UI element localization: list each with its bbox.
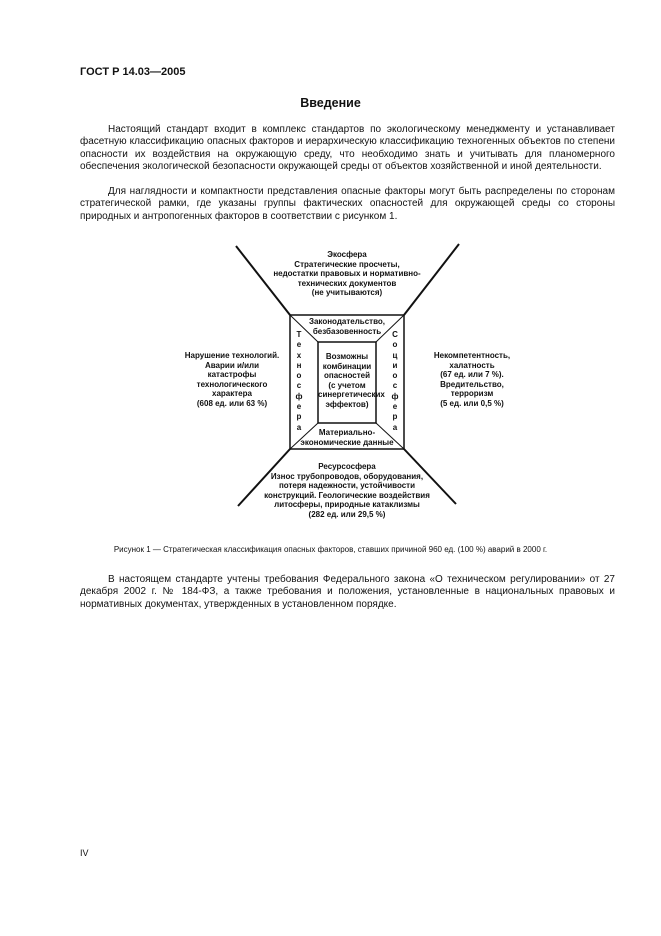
technosphere-letter: е	[296, 340, 302, 350]
center-line-4: (с учетом	[328, 380, 366, 390]
technosphere-letter: ф	[295, 391, 303, 401]
technosphere-letter: Т	[296, 330, 302, 339]
ecosphere-line-2: недостатки правовых и нормативно-	[273, 269, 421, 279]
right-line-1: Некомпетентность,	[433, 351, 511, 360]
material-line-1: Материально-	[318, 428, 376, 437]
right-line-3: (67 ед. или 7 %).	[440, 370, 504, 380]
sociosphere-letter: о	[392, 340, 398, 350]
technosphere-letter: о	[296, 371, 302, 381]
center-line-2: комбинации	[322, 361, 372, 371]
sociosphere-letter: С	[392, 330, 398, 339]
resource-title: Ресурсосфера	[318, 462, 376, 471]
sociosphere-letter: и	[392, 360, 398, 370]
resource-line-2: потеря надежности, устойчивости	[278, 481, 416, 491]
sociosphere-letter: а	[392, 422, 398, 432]
right-line-5: терроризм	[450, 389, 494, 399]
resource-line-1: Износ трубопроводов, оборудования,	[270, 471, 424, 481]
label-technosphere-vertical	[294, 330, 304, 433]
ecosphere-line-1: Стратегические просчеты,	[294, 259, 400, 269]
document-header: ГОСТ Р 14.03—2005	[80, 66, 186, 78]
label-resource-sphere	[252, 462, 442, 520]
label-center	[318, 352, 385, 410]
material-line-2: экономические данные	[300, 437, 394, 447]
legislation-line-2: безбазовенность	[312, 326, 382, 336]
ecosphere-title: Экосфера	[327, 250, 367, 259]
technosphere-letter: х	[296, 350, 302, 360]
left-line-3: катастрофы	[207, 370, 257, 380]
left-line-5: характера	[212, 389, 252, 399]
section-title: Введение	[300, 96, 361, 110]
sociosphere-letter: о	[392, 371, 398, 381]
resource-line-3: конструкций. Геологические воздействия	[264, 490, 430, 500]
figure-caption: Рисунок 1 — Стратегическая классификация опасных факторов, ставших причиной 960 ед. (100 %) аварий в 2000 г.	[113, 545, 548, 554]
label-ecosphere	[262, 250, 432, 298]
technosphere-letter: р	[296, 412, 302, 422]
label-technogenic-accidents	[178, 351, 286, 409]
resource-line-5: (282 ед. или 29,5 %)	[308, 509, 386, 519]
technosphere-letter: н	[296, 360, 302, 370]
technosphere-letter: а	[296, 422, 302, 432]
right-line-2: халатность	[449, 360, 495, 370]
page-number: IV	[80, 848, 89, 858]
label-material-economic	[300, 428, 394, 447]
sociosphere-letter: е	[392, 402, 398, 412]
label-social-factors	[418, 351, 526, 409]
sociosphere-letter: р	[392, 412, 398, 422]
paragraph-intro-text: Настоящий стандарт входит в комплекс стандартов по экологическому менеджменту и устанавливает фасетную классификацию опасных факторов и иерархическую классификацию техногенных объектов по степени опасности их воздействия на окружающую среду, что необходимо знать и учитывать для планомерного обеспечения экологической безопасности окружающей среды от объектов хозяйственной и иной деятельности.	[80, 124, 615, 173]
technosphere-letter: е	[296, 402, 302, 412]
paragraph-figure-ref-text: Для наглядности и компактности представления опасные факторы могут быть распределены по сторонам стратегической рамки, где указаны группы фактических опасностей для окружающей среды со стороны природных и антропогенных факторов в соответствии с рисунком 1.	[80, 186, 615, 222]
right-line-4: Вредительство,	[440, 379, 504, 389]
technosphere-letter: с	[296, 381, 302, 391]
right-line-6: (5 ед. или 0,5 %)	[440, 398, 504, 408]
paragraph-law-text: В настоящем стандарте учтены требования Федерального закона «О техническом регулировании» от 27 декабря 2002 г. № 184-ФЗ, а также требования и положения, установленные в национальных правовых и нормативных документах, утвержденных в установленном порядке.	[80, 574, 615, 610]
label-legislation	[300, 317, 394, 336]
resource-line-4: литосферы, природные катаклизмы	[274, 500, 420, 510]
left-line-1: Нарушение технологий.	[184, 351, 280, 360]
sociosphere-letter: ц	[392, 350, 398, 360]
label-sociosphere-vertical	[390, 330, 400, 433]
center-line-1: Возможны	[325, 352, 369, 361]
paragraph-law	[80, 574, 615, 611]
center-line-6: эффектов)	[325, 399, 369, 409]
center-line-3: опасностей	[324, 371, 370, 381]
sociosphere-letter: с	[392, 381, 398, 391]
left-line-2: Аварии и/или	[204, 360, 260, 370]
legislation-line-1: Законодательство,	[308, 317, 386, 326]
left-line-6: (608 ед. или 63 %)	[196, 398, 268, 408]
left-line-4: технологического	[196, 379, 268, 389]
center-line-5: синергетических	[318, 390, 385, 400]
sociosphere-letter: ф	[391, 391, 399, 401]
ecosphere-line-3: технических документов	[297, 278, 397, 288]
ecosphere-line-4: (не учитываются)	[311, 288, 383, 298]
